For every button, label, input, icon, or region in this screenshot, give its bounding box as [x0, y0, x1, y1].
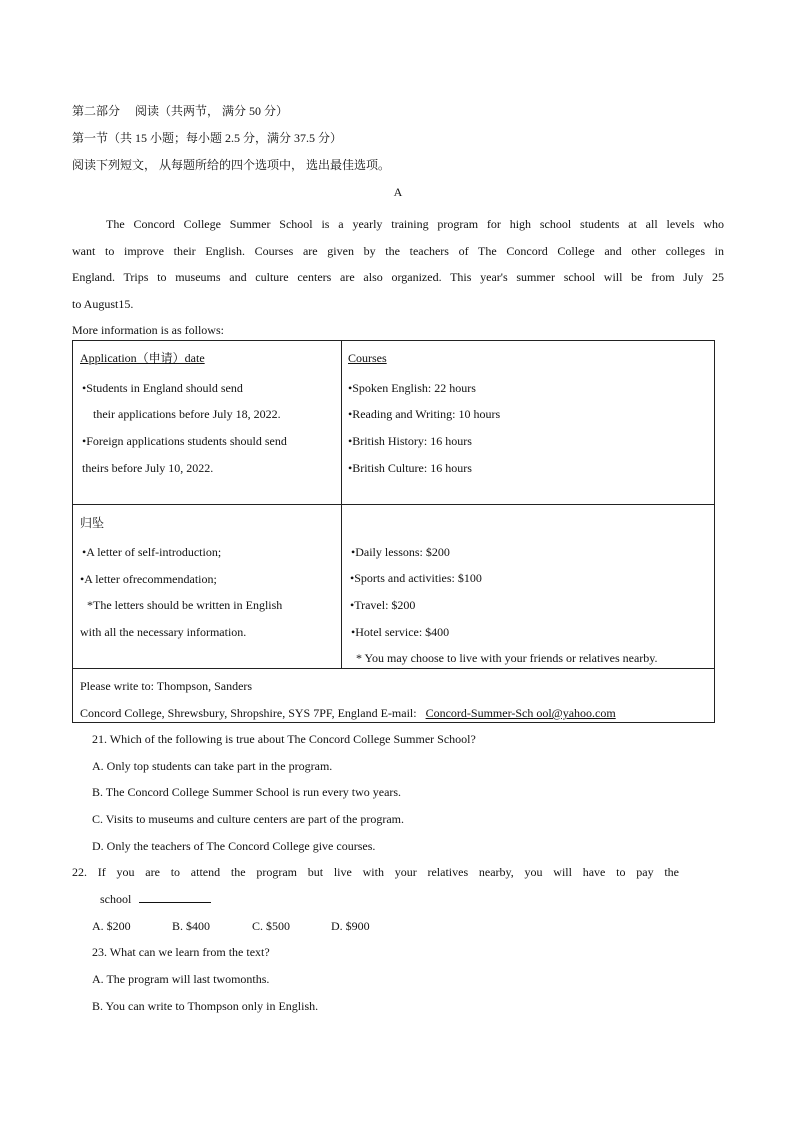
cost-note: * You may choose to live with your friends or relatives nearby.: [356, 651, 658, 665]
courses-title: Courses: [348, 351, 387, 365]
answer-blank[interactable]: [139, 892, 211, 903]
email-link[interactable]: Concord-Summer-Sch ool@yahoo.com: [425, 706, 616, 720]
contact-address: Concord College, Shrewsbury, Shropshire, SYS 7PF, England E-mail:: [80, 706, 417, 720]
cost-item: •Daily lessons: $200: [351, 545, 450, 559]
passage-line-4: to August15.: [72, 297, 134, 311]
contact-line: Please write to: Thompson, Sanders: [80, 679, 253, 693]
courses-cell: [342, 341, 715, 505]
question-21-option-a[interactable]: A. Only top students can take part in the program.: [92, 759, 333, 773]
more-info-text: More information is as follows:: [72, 323, 224, 337]
question-22-stem-cont: school: [100, 892, 211, 906]
cost-item: •Travel: $200: [350, 598, 416, 612]
requirement-item: •A letter of self-introduction;: [82, 545, 222, 559]
question-21-stem: 21. Which of the following is true about The Concord College Summer School?: [92, 732, 476, 746]
course-item: •British History: 16 hours: [348, 434, 472, 448]
requirement-item: *The letters should be written in English: [87, 598, 283, 612]
passage-line-2: want to improve their English. Courses are given by the teachers of The Concord College and other colleges in: [72, 244, 724, 258]
requirements-title: 归坠: [80, 516, 105, 530]
question-21-option-d[interactable]: D. Only the teachers of The Concord College give courses.: [92, 839, 376, 853]
section-heading: 第一节（共 15 小题；每小题 2.5 分，满分 37.5 分）: [72, 131, 343, 145]
part-heading: 第二部分 阅读（共两节， 满分 50 分）: [72, 104, 289, 118]
cost-item: •Sports and activities: $100: [350, 571, 482, 585]
application-line: •Foreign applications students should send: [82, 434, 287, 448]
course-item: •British Culture: 16 hours: [348, 461, 472, 475]
cost-item: •Hotel service: $400: [351, 625, 450, 639]
passage-line-3: England. Trips to museums and culture centers are also organized. This year's summer school will be from July 25: [72, 270, 724, 284]
passage-line-1: The Concord College Summer School is a yearly training program for high school students at all levels who: [106, 217, 724, 231]
question-23-option-a[interactable]: A. The program will last twomonths.: [92, 972, 270, 986]
requirement-item: •A letter ofrecommendation;: [80, 572, 217, 586]
application-line: •Students in England should send: [82, 381, 243, 395]
application-cell: [73, 341, 342, 505]
application-line: their applications before July 18, 2022.: [93, 407, 281, 421]
question-23-option-b[interactable]: B. You can write to Thompson only in English.: [92, 999, 319, 1013]
contact-cell: [73, 669, 715, 723]
question-22-option-a[interactable]: A. $200: [92, 919, 131, 933]
info-table: [72, 340, 715, 723]
question-22-option-b[interactable]: B. $400: [172, 919, 211, 933]
requirement-item: with all the necessary information.: [80, 625, 247, 639]
question-22-option-d[interactable]: D. $900: [331, 919, 370, 933]
application-title: Application（申请）date: [80, 351, 205, 365]
question-21-option-c[interactable]: C. Visits to museums and culture centers are part of the program.: [92, 812, 404, 826]
question-22-stem: 22. If you are to attend the program but live with your relatives nearby, you will have to pay the: [72, 865, 679, 879]
question-23-stem: 23. What can we learn from the text?: [92, 945, 270, 959]
passage-label: A: [393, 185, 403, 199]
course-item: •Reading and Writing: 10 hours: [348, 407, 501, 421]
question-22-option-c[interactable]: C. $500: [252, 919, 291, 933]
application-line: theirs before July 10, 2022.: [82, 461, 214, 475]
course-item: •Spoken English: 22 hours: [348, 381, 476, 395]
cost-cell: [342, 505, 715, 669]
question-21-option-b[interactable]: B. The Concord College Summer School is run every two years.: [92, 785, 402, 799]
instruction-text: 阅读下列短文， 从每题所给的四个选项中， 选出最佳选项。: [72, 158, 391, 172]
requirements-cell: [73, 505, 342, 669]
